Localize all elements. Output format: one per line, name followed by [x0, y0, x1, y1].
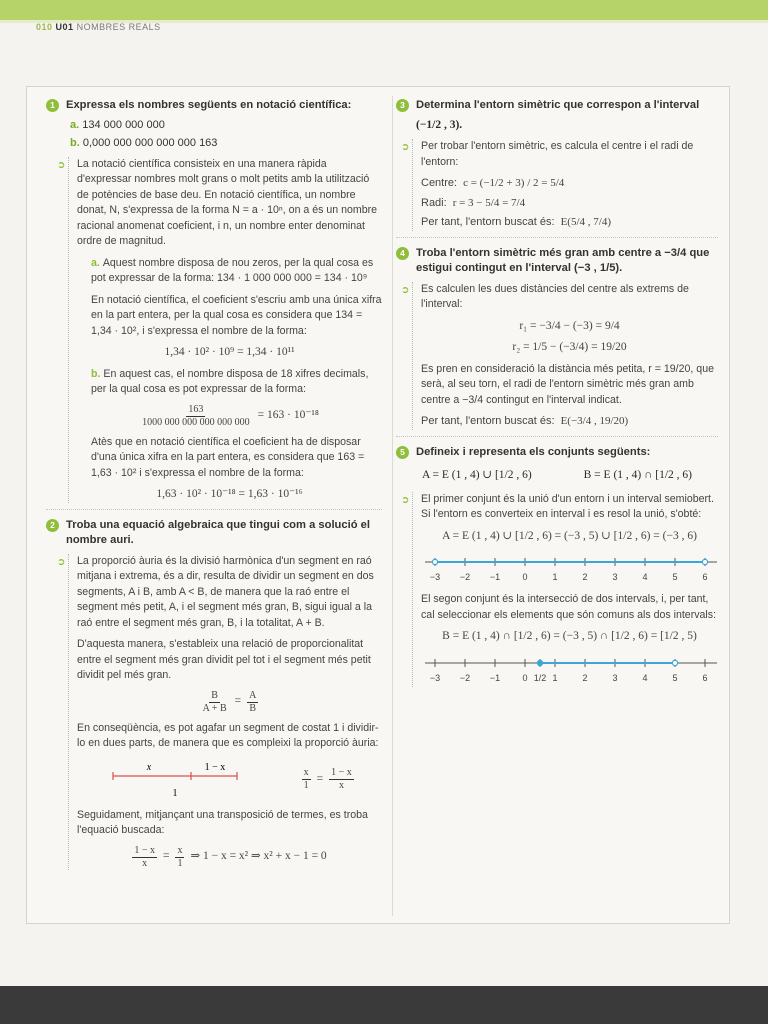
q2-answer — [57, 554, 382, 870]
page-header — [36, 22, 161, 32]
numerator: B — [211, 689, 218, 701]
tick-label: −2 — [459, 572, 471, 582]
tick-label: −1 — [489, 672, 501, 683]
answer-paragraph: Es calculen les dues distàncies del centre als extrems de l'interval: — [421, 282, 689, 310]
item-letter: a. — [70, 118, 80, 131]
formula — [77, 404, 382, 429]
section-separator — [46, 509, 382, 510]
top-color-band — [0, 0, 768, 20]
denominator: 1 — [303, 780, 309, 791]
fraction — [201, 690, 229, 715]
question-number-badge: 5 — [396, 446, 409, 459]
result-row — [421, 414, 718, 430]
formula: 1,63 · 10² · 10⁻¹⁸ = 1,63 · 10⁻¹⁶ — [156, 488, 303, 500]
question-3 — [396, 98, 718, 133]
unit-label: U01 — [55, 22, 74, 32]
answer-paragraph: Es pren en consideració la distància més petita, r = 19/20, que serà, al seu torn, el radi de l'entorn simètric més gran amb centre a −3/4 contingut en l'interval indicat. — [421, 362, 714, 406]
answer-paragraph — [77, 367, 382, 398]
item-value: 134 000 000 000 — [82, 118, 165, 131]
result-formula: E(5/4 , 7/4) — [560, 216, 611, 228]
denominator: x — [338, 780, 344, 791]
tick-label: 0 — [522, 672, 528, 683]
q5-answer — [401, 492, 718, 687]
section-separator — [396, 237, 718, 238]
result-text: Per tant, l'entorn buscat és: — [421, 216, 555, 228]
question-prompt: Determina l'entorn simètric que correspon a l'interval — [416, 99, 700, 111]
question-2 — [46, 518, 382, 549]
denominator: 1 — [177, 857, 183, 869]
formula — [77, 690, 382, 715]
answer-paragraph: En notació científica, el coeficient s'escriu amb una única xifra en la part entera, per la qual cosa es considera que 134 = 1,34 · 10², i s'expressa el nombre de la forma: — [91, 293, 382, 337]
formula-r1: r₁ = −3/4 − (−3) = 9/4 — [519, 319, 620, 332]
answer-marker-icon: ➲ — [401, 142, 410, 153]
radius-row — [421, 196, 718, 212]
tick-label: −2 — [459, 672, 471, 683]
centre-formula: c = (−1/2 + 3) / 2 = 5/4 — [463, 177, 565, 189]
tick-label: 3 — [612, 572, 618, 582]
question-prompt: Troba una equació algebraica que tingui com a solució el nombre auri. — [66, 518, 370, 546]
question-number-badge: 1 — [46, 99, 59, 112]
formula-rhs: = 163 · 10⁻¹⁸ — [257, 409, 319, 422]
result-formula: E(−3/4 , 19/20) — [560, 415, 629, 427]
segment-label-total: 1 — [172, 787, 178, 799]
fraction — [132, 845, 157, 870]
question-1 — [46, 98, 382, 114]
equals-sign: = — [234, 695, 242, 708]
q4-answer — [401, 282, 718, 430]
segment-figure-row — [77, 758, 382, 802]
number-line-intersection — [421, 651, 721, 687]
tick-label: 1 — [552, 672, 558, 683]
tick-label: 1 — [552, 572, 558, 582]
segment-diagram — [105, 758, 245, 802]
segment-label-rest: 1 − x — [204, 761, 226, 773]
answer-paragraph: La notació científica consisteix en una manera ràpida d'expressar nombres molt grans o molt petits amb la utilització de potències de base deu. En notació científica, un nombre donat, N, s'expressa de la forma N = a · 10ⁿ, on a és un nombre racional anomenat coeficient, i n, un nombre enter denominat ordre de magnitud. — [77, 157, 378, 247]
q1-answer — [57, 157, 382, 503]
answer-paragraph: D'aquesta manera, s'estableix una relació de proporcionalitat entre el segment més gran dividit pel tot i el segment més petit dividit pel més gran. — [77, 638, 371, 681]
answer-text: En aquest cas, el nombre disposa de 18 xifres decimals, per la qual cosa es pot expressar de la forma: — [91, 367, 369, 395]
segment-label-x: x — [146, 761, 152, 773]
question-5 — [396, 445, 718, 461]
answer-paragraph — [77, 256, 382, 287]
item-letter: b. — [70, 137, 80, 149]
answer-marker-icon: ➲ — [57, 556, 66, 568]
q3-answer — [401, 139, 718, 231]
intersection-formula: B = E (1 , 4) ∩ [1/2 , 6) = (−3 , 5) ∩ [1/2 , 6) = [1/2 , 5) — [442, 630, 697, 642]
fraction — [175, 845, 184, 870]
equals-sign: = — [316, 772, 324, 785]
item-letter: b. — [91, 367, 101, 380]
answer-paragraph: En conseqüència, es pot agafar un segment de costat 1 i dividir-lo en dues parts, de manera que es compleixi la proporció àuria: — [77, 721, 379, 749]
bottom-dark-band — [0, 986, 768, 1024]
set-b: B = E (1 , 4) ∩ [1/2 , 6) — [583, 469, 693, 481]
formula-r2: r₂ = 1/5 − (−3/4) = 19/20 — [512, 341, 627, 353]
fraction — [140, 404, 252, 429]
formula — [302, 767, 354, 792]
numerator: x — [177, 844, 183, 856]
answer-paragraph: Seguidament, mitjançant una transposició de termes, es troba l'equació buscada: — [77, 808, 368, 836]
formula: 1,34 · 10² · 10⁹ = 1,34 · 10¹¹ — [164, 346, 295, 358]
fraction — [247, 690, 258, 715]
formula-rest: ⇒ 1 − x = x² ⇒ x² + x − 1 = 0 — [190, 850, 327, 863]
union-formula: A = E (1 , 4) ∪ [1/2 , 6) = (−3 , 5) ∪ [1/2 , 6) = (−3 , 6) — [442, 529, 697, 542]
tick-label: 1/2 — [533, 672, 547, 683]
left-column — [46, 98, 382, 876]
tick-label: 2 — [582, 572, 588, 582]
answer-marker-icon: ➲ — [57, 159, 66, 171]
tick-label: −1 — [489, 572, 501, 582]
sets-definition-row — [396, 468, 718, 484]
item-value: 0,000 000 000 000 000 163 — [82, 137, 218, 149]
tick-label: 5 — [672, 672, 678, 683]
question-number-badge: 2 — [46, 519, 59, 532]
tick-label: 2 — [582, 672, 588, 683]
interval-endpoint — [432, 559, 437, 564]
tick-label: 4 — [642, 572, 648, 582]
q1-item-b — [46, 136, 382, 152]
question-number-badge: 4 — [396, 247, 409, 260]
formula — [77, 845, 382, 870]
interval-endpoint — [672, 660, 677, 665]
answer-text: Aquest nombre disposa de nou zeros, per la qual cosa es pot expressar de la forma: 134 · 1 000 000 000 = 134 · 10⁹ — [91, 256, 374, 284]
numerator: x — [303, 767, 309, 778]
question-prompt: Troba l'entorn simètric més gran amb centre a −3/4 que estigui contingut en l'interval (−3 , 1/5). — [416, 246, 710, 274]
interval: (−1/2 , 3). — [416, 118, 463, 131]
chapter-title: NOMBRES REALS — [76, 22, 161, 32]
denominator: 1000 000 000 000 000 000 — [142, 416, 250, 428]
radius-label: Radi: — [421, 196, 447, 209]
answer-paragraph: El segon conjunt és la intersecció de dos intervals, i, per tant, cal seleccionar els elements que són comuns als dos intervals: — [421, 593, 717, 621]
result-row — [421, 215, 718, 231]
answer-paragraph: El primer conjunt és la unió d'un entorn i un interval semiobert. Si l'entorn es converteix en interval i es resol la unió, s'obté: — [421, 492, 714, 520]
section-separator — [396, 436, 718, 437]
fraction — [302, 767, 311, 792]
equals-sign: = — [162, 850, 170, 863]
denominator: x — [142, 857, 148, 869]
answer-paragraph: Per trobar l'entorn simètric, es calcula el centre i el radi de l'entorn: — [421, 140, 694, 168]
column-divider — [392, 96, 393, 916]
item-letter: a. — [91, 256, 100, 269]
interval-endpoint — [537, 660, 542, 665]
answer-marker-icon: ➲ — [401, 284, 410, 296]
answer-marker-icon: ➲ — [401, 494, 410, 506]
answer-paragraph: La proporció àuria és la divisió harmònica d'un segment en raó mitjana i extrema, és a dir, resulta de dividir un segment en dos segments, A i B, amb A < B, de manera que la raó entre el segment més petit, A, i el segment més gran, B, sigui igual a la raó entre el segment més gran, B, i la totalitat, A + B. — [77, 554, 374, 629]
denominator: A + B — [202, 702, 227, 714]
q1-item-a — [46, 118, 382, 134]
tick-label: 0 — [522, 572, 528, 582]
result-text: Per tant, l'entorn buscat és: — [421, 415, 555, 427]
numerator: A — [249, 689, 257, 701]
page-number: 010 — [36, 22, 53, 32]
question-4 — [396, 246, 718, 277]
centre-label: Centre: — [421, 177, 458, 189]
tick-label: 4 — [642, 672, 648, 683]
tick-label: 6 — [702, 672, 708, 683]
set-a: A = E (1 , 4) ∪ [1/2 , 6) — [421, 469, 532, 481]
tick-label: 3 — [612, 672, 618, 683]
question-prompt: Expressa els nombres següents en notació científica: — [66, 99, 352, 111]
answer-paragraph: Atès que en notació científica el coeficient ha de disposar d'una única xifra en la part entera, es considera que 163 = 1,63 · 10² i s'expressa el nombre de la forma: — [91, 435, 365, 479]
denominator: B — [249, 702, 257, 714]
tick-label: −3 — [429, 672, 441, 683]
tick-label: −3 — [429, 572, 441, 582]
fraction — [329, 767, 354, 792]
numerator: 163 — [188, 403, 204, 415]
numerator: 1 − x — [331, 767, 352, 778]
tick-label: 6 — [702, 572, 708, 582]
question-prompt: Defineix i representa els conjunts següents: — [416, 445, 651, 458]
centre-row — [421, 176, 718, 192]
radius-formula: r = 3 − 5/4 = 7/4 — [452, 196, 526, 209]
numerator: 1 − x — [134, 844, 155, 856]
tick-label: 5 — [672, 572, 678, 582]
right-column — [396, 98, 718, 693]
question-number-badge: 3 — [396, 99, 409, 112]
number-line-union — [421, 550, 721, 586]
interval-endpoint — [702, 559, 707, 564]
